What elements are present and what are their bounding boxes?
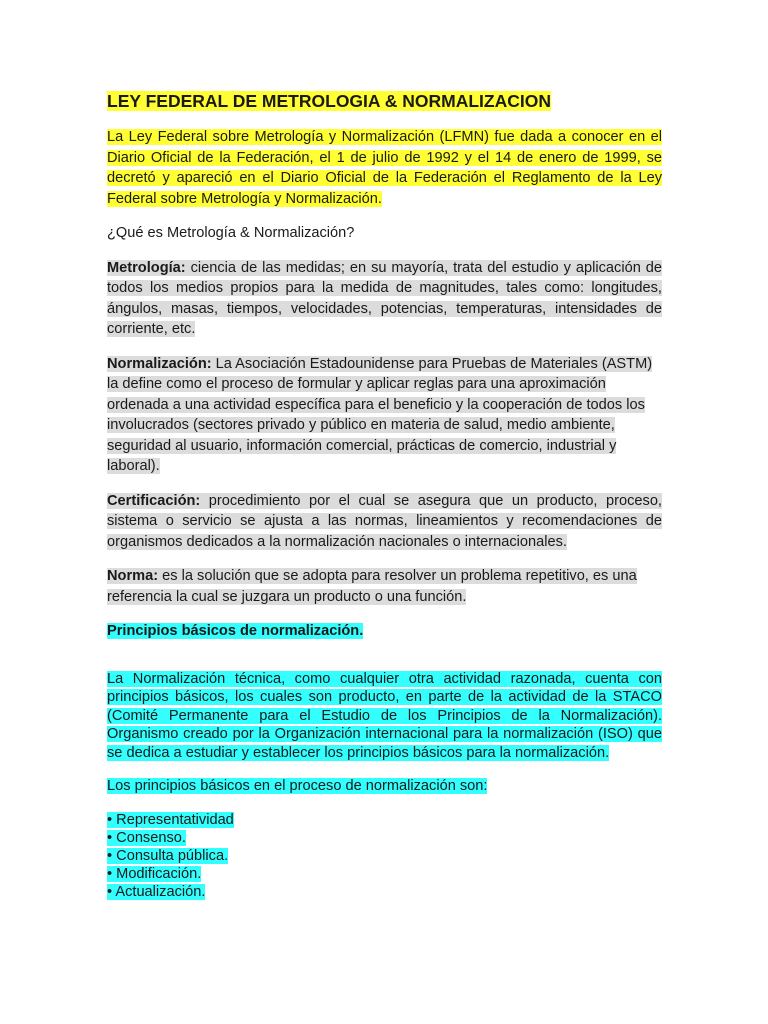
normalizacion-paragraph: [107, 354, 662, 477]
principios-text: La Normalización técnica, como cualquier otra actividad razonada, cuenta con principios básicos, los cuales son producto, en parte de la actividad de la STACO (Comité Permanente para el Estudio de los Principios de la Normalización). Organismo creado por la Organización internacional para la normalización (ISO) que se dedica a estudiar y establecer los principios básicos para la normalización.: [107, 670, 662, 761]
list-item-text: • Actualización.: [107, 883, 206, 900]
list-item: [107, 829, 662, 847]
norma-paragraph: [107, 566, 662, 607]
principios-heading: Principios básicos de normalización.: [107, 623, 364, 639]
principios-list: [107, 811, 662, 901]
normalizacion-highlight: [107, 356, 652, 475]
norma-text: es la solución que se adopta para resolver un problema repetitivo, es una referencia la cual se juzgara un producto o una función.: [107, 568, 637, 605]
list-item-text: • Consulta pública.: [107, 847, 229, 864]
metrologia-paragraph: [107, 258, 662, 340]
certificacion-label: Certificación:: [107, 492, 201, 509]
certificacion-text: procedimiento por el cual se asegura que un producto, proceso, sistema o servicio se ajusta a las normas, lineamientos y recomendaciones de organismos dedicados a la normalización nacionales o internacionales.: [107, 492, 662, 550]
certificacion-paragraph: [107, 491, 662, 553]
principios-paragraph: [107, 670, 662, 763]
normalizacion-label: Normalización:: [107, 355, 212, 372]
normalizacion-text: La Asociación Estadounidense para Pruebas de Materiales (ASTM) la define como el proceso de formular y aplicar reglas para una aproximación ordenada a una actividad específica para el beneficio y la cooperación de todos los involucrados (sectores privado y público en materia de salud, medio ambiente, seguridad al usuario, información comercial, prácticas de comercio, industrial y laboral).: [107, 355, 653, 474]
document-title: [107, 89, 662, 113]
list-item: [107, 883, 662, 901]
list-item: [107, 811, 662, 829]
intro-paragraph: [107, 127, 662, 209]
list-item-text: • Representatividad: [107, 811, 234, 828]
intro-text: La Ley Federal sobre Metrología y Normalización (LFMN) fue dada a conocer en el Diario Oficial de la Federación, el 1 de julio de 1992 y el 14 de enero de 1999, se decretó y apareció en el Diario Oficial de la Federación el Reglamento de la Ley Federal sobre Metrología y Normalización.: [107, 129, 662, 207]
question-text: ¿Qué es Metrología & Normalización?: [107, 225, 355, 241]
certificacion-highlight: [107, 493, 662, 550]
metrologia-label: Metrología:: [107, 259, 186, 276]
spacer: [107, 656, 662, 670]
metrologia-text: ciencia de las medidas; en su mayoría, trata del estudio y aplicación de todos los medios propios para la medida de magnitudes, tales como: longitudes, ángulos, masas, tiempos, velocidades, potencias, temperaturas, intensidades de corriente, etc.: [107, 259, 662, 337]
list-item-text: • Modificación.: [107, 865, 202, 882]
metrologia-highlight: [107, 260, 662, 338]
document-title-text: LEY FEDERAL DE METROLOGIA & NORMALIZACION: [107, 91, 551, 111]
list-item-text: • Consenso.: [107, 829, 186, 846]
norma-label: Norma:: [107, 568, 159, 584]
question-paragraph: [107, 223, 662, 244]
principios-list-intro-paragraph: [107, 776, 662, 797]
document-body: [107, 89, 662, 901]
norma-highlight: [107, 568, 637, 605]
principios-list-intro: Los principios básicos en el proceso de normalización son:: [107, 778, 488, 794]
principios-heading-paragraph: [107, 621, 662, 642]
list-item: [107, 847, 662, 865]
list-item: [107, 865, 662, 883]
